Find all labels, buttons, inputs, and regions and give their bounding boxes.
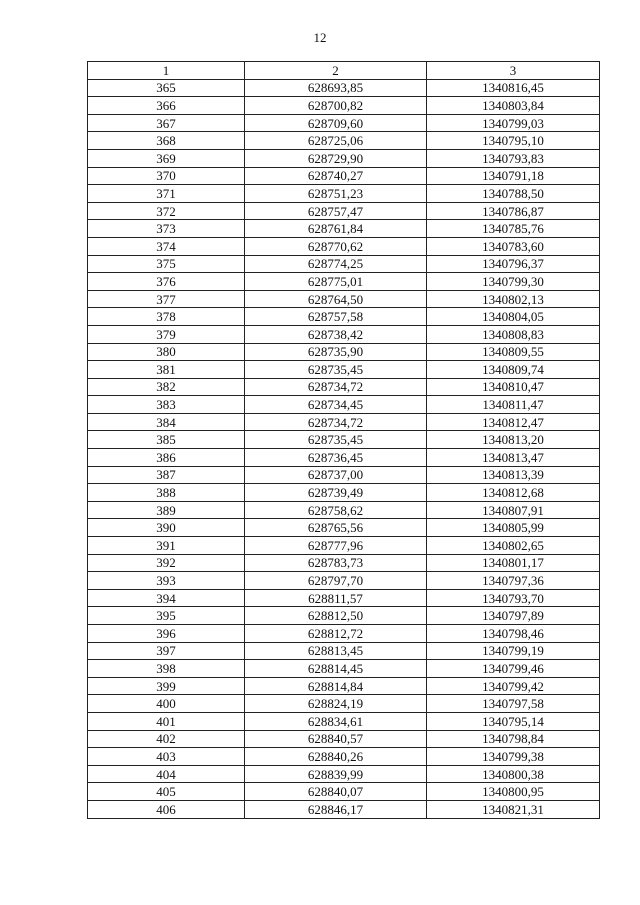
y-coordinate-cell: 1340800,38	[427, 765, 600, 783]
table-row	[88, 431, 600, 449]
table-row	[88, 484, 600, 502]
x-coordinate-cell: 628735,90	[245, 343, 427, 361]
y-coordinate-cell: 1340788,50	[427, 185, 600, 203]
x-coordinate-cell: 628840,57	[245, 730, 427, 748]
column-header-2: 2	[245, 62, 427, 80]
y-coordinate-cell: 1340795,14	[427, 712, 600, 730]
table-row	[88, 396, 600, 414]
y-coordinate-cell: 1340802,65	[427, 537, 600, 555]
x-coordinate-cell: 628709,60	[245, 114, 427, 132]
point-number-cell: 384	[88, 413, 245, 431]
point-number-cell: 373	[88, 220, 245, 238]
table-row	[88, 765, 600, 783]
point-number-cell: 399	[88, 677, 245, 695]
point-number-cell: 375	[88, 255, 245, 273]
table-row	[88, 167, 600, 185]
y-coordinate-cell: 1340797,36	[427, 572, 600, 590]
point-number-cell: 368	[88, 132, 245, 150]
y-coordinate-cell: 1340797,89	[427, 607, 600, 625]
x-coordinate-cell: 628812,50	[245, 607, 427, 625]
y-coordinate-cell: 1340796,37	[427, 255, 600, 273]
x-coordinate-cell: 628814,45	[245, 660, 427, 678]
x-coordinate-cell: 628812,72	[245, 625, 427, 643]
table-body	[88, 79, 600, 818]
x-coordinate-cell: 628840,26	[245, 748, 427, 766]
table-row	[88, 554, 600, 572]
point-number-cell: 377	[88, 290, 245, 308]
x-coordinate-cell: 628757,47	[245, 202, 427, 220]
y-coordinate-cell: 1340808,83	[427, 325, 600, 343]
point-number-cell: 381	[88, 361, 245, 379]
x-coordinate-cell: 628734,45	[245, 396, 427, 414]
y-coordinate-cell: 1340800,95	[427, 783, 600, 801]
y-coordinate-cell: 1340799,46	[427, 660, 600, 678]
point-number-cell: 406	[88, 800, 245, 818]
y-coordinate-cell: 1340809,55	[427, 343, 600, 361]
point-number-cell: 365	[88, 79, 245, 97]
table-row	[88, 748, 600, 766]
table-row	[88, 607, 600, 625]
table-row	[88, 677, 600, 695]
x-coordinate-cell: 628757,58	[245, 308, 427, 326]
y-coordinate-cell: 1340793,83	[427, 149, 600, 167]
point-number-cell: 394	[88, 589, 245, 607]
table-row	[88, 642, 600, 660]
coordinates-table	[87, 61, 600, 819]
table-row	[88, 255, 600, 273]
table-row	[88, 712, 600, 730]
point-number-cell: 397	[88, 642, 245, 660]
y-coordinate-cell: 1340783,60	[427, 237, 600, 255]
x-coordinate-cell: 628770,62	[245, 237, 427, 255]
point-number-cell: 372	[88, 202, 245, 220]
x-coordinate-cell: 628737,00	[245, 466, 427, 484]
table-row	[88, 589, 600, 607]
point-number-cell: 376	[88, 273, 245, 291]
y-coordinate-cell: 1340791,18	[427, 167, 600, 185]
table-row	[88, 800, 600, 818]
point-number-cell: 393	[88, 572, 245, 590]
x-coordinate-cell: 628739,49	[245, 484, 427, 502]
y-coordinate-cell: 1340805,99	[427, 519, 600, 537]
x-coordinate-cell: 628740,27	[245, 167, 427, 185]
x-coordinate-cell: 628774,25	[245, 255, 427, 273]
x-coordinate-cell: 628775,01	[245, 273, 427, 291]
point-number-cell: 403	[88, 748, 245, 766]
point-number-cell: 380	[88, 343, 245, 361]
point-number-cell: 387	[88, 466, 245, 484]
y-coordinate-cell: 1340786,87	[427, 202, 600, 220]
point-number-cell: 386	[88, 449, 245, 467]
x-coordinate-cell: 628693,85	[245, 79, 427, 97]
x-coordinate-cell: 628735,45	[245, 431, 427, 449]
y-coordinate-cell: 1340803,84	[427, 97, 600, 115]
y-coordinate-cell: 1340798,84	[427, 730, 600, 748]
point-number-cell: 367	[88, 114, 245, 132]
y-coordinate-cell: 1340799,19	[427, 642, 600, 660]
table-row	[88, 308, 600, 326]
x-coordinate-cell: 628761,84	[245, 220, 427, 238]
x-coordinate-cell: 628814,84	[245, 677, 427, 695]
y-coordinate-cell: 1340799,42	[427, 677, 600, 695]
x-coordinate-cell: 628777,96	[245, 537, 427, 555]
table-row	[88, 149, 600, 167]
point-number-cell: 388	[88, 484, 245, 502]
table-header-row	[88, 62, 600, 80]
x-coordinate-cell: 628813,45	[245, 642, 427, 660]
table-row	[88, 237, 600, 255]
table-row	[88, 660, 600, 678]
y-coordinate-cell: 1340812,47	[427, 413, 600, 431]
y-coordinate-cell: 1340821,31	[427, 800, 600, 818]
y-coordinate-cell: 1340807,91	[427, 501, 600, 519]
point-number-cell: 370	[88, 167, 245, 185]
table-row	[88, 361, 600, 379]
point-number-cell: 391	[88, 537, 245, 555]
table-row	[88, 537, 600, 555]
table-row	[88, 343, 600, 361]
table-row	[88, 730, 600, 748]
table-row	[88, 220, 600, 238]
y-coordinate-cell: 1340799,38	[427, 748, 600, 766]
table-row	[88, 625, 600, 643]
table-row	[88, 79, 600, 97]
y-coordinate-cell: 1340804,05	[427, 308, 600, 326]
column-header-3: 3	[427, 62, 600, 80]
x-coordinate-cell: 628758,62	[245, 501, 427, 519]
y-coordinate-cell: 1340797,58	[427, 695, 600, 713]
x-coordinate-cell: 628811,57	[245, 589, 427, 607]
point-number-cell: 389	[88, 501, 245, 519]
x-coordinate-cell: 628846,17	[245, 800, 427, 818]
x-coordinate-cell: 628700,82	[245, 97, 427, 115]
x-coordinate-cell: 628725,06	[245, 132, 427, 150]
table-row	[88, 378, 600, 396]
x-coordinate-cell: 628765,56	[245, 519, 427, 537]
point-number-cell: 405	[88, 783, 245, 801]
x-coordinate-cell: 628764,50	[245, 290, 427, 308]
point-number-cell: 401	[88, 712, 245, 730]
x-coordinate-cell: 628738,42	[245, 325, 427, 343]
y-coordinate-cell: 1340813,20	[427, 431, 600, 449]
x-coordinate-cell: 628840,07	[245, 783, 427, 801]
y-coordinate-cell: 1340813,47	[427, 449, 600, 467]
column-header-1: 1	[88, 62, 245, 80]
y-coordinate-cell: 1340811,47	[427, 396, 600, 414]
table-row	[88, 132, 600, 150]
y-coordinate-cell: 1340795,10	[427, 132, 600, 150]
x-coordinate-cell: 628783,73	[245, 554, 427, 572]
x-coordinate-cell: 628734,72	[245, 413, 427, 431]
point-number-cell: 383	[88, 396, 245, 414]
table-row	[88, 325, 600, 343]
point-number-cell: 395	[88, 607, 245, 625]
point-number-cell: 402	[88, 730, 245, 748]
point-number-cell: 390	[88, 519, 245, 537]
table-row	[88, 114, 600, 132]
table-row	[88, 202, 600, 220]
y-coordinate-cell: 1340801,17	[427, 554, 600, 572]
x-coordinate-cell: 628736,45	[245, 449, 427, 467]
table-row	[88, 695, 600, 713]
point-number-cell: 374	[88, 237, 245, 255]
point-number-cell: 379	[88, 325, 245, 343]
table-row	[88, 466, 600, 484]
table-row	[88, 273, 600, 291]
point-number-cell: 385	[88, 431, 245, 449]
point-number-cell: 392	[88, 554, 245, 572]
x-coordinate-cell: 628751,23	[245, 185, 427, 203]
page-number: 12	[313, 30, 327, 45]
y-coordinate-cell: 1340813,39	[427, 466, 600, 484]
point-number-cell: 382	[88, 378, 245, 396]
table-row	[88, 783, 600, 801]
point-number-cell: 371	[88, 185, 245, 203]
point-number-cell: 404	[88, 765, 245, 783]
x-coordinate-cell: 628834,61	[245, 712, 427, 730]
point-number-cell: 369	[88, 149, 245, 167]
point-number-cell: 400	[88, 695, 245, 713]
point-number-cell: 398	[88, 660, 245, 678]
y-coordinate-cell: 1340798,46	[427, 625, 600, 643]
table-row	[88, 572, 600, 590]
y-coordinate-cell: 1340816,45	[427, 79, 600, 97]
table-row	[88, 449, 600, 467]
y-coordinate-cell: 1340809,74	[427, 361, 600, 379]
point-number-cell: 396	[88, 625, 245, 643]
point-number-cell: 378	[88, 308, 245, 326]
x-coordinate-cell: 628824,19	[245, 695, 427, 713]
y-coordinate-cell: 1340793,70	[427, 589, 600, 607]
x-coordinate-cell: 628735,45	[245, 361, 427, 379]
y-coordinate-cell: 1340785,76	[427, 220, 600, 238]
x-coordinate-cell: 628839,99	[245, 765, 427, 783]
point-number-cell: 366	[88, 97, 245, 115]
table-row	[88, 501, 600, 519]
table-row	[88, 519, 600, 537]
x-coordinate-cell: 628729,90	[245, 149, 427, 167]
y-coordinate-cell: 1340810,47	[427, 378, 600, 396]
table-row	[88, 97, 600, 115]
y-coordinate-cell: 1340812,68	[427, 484, 600, 502]
table-row	[88, 185, 600, 203]
y-coordinate-cell: 1340802,13	[427, 290, 600, 308]
y-coordinate-cell: 1340799,30	[427, 273, 600, 291]
y-coordinate-cell: 1340799,03	[427, 114, 600, 132]
x-coordinate-cell: 628797,70	[245, 572, 427, 590]
table-row	[88, 413, 600, 431]
x-coordinate-cell: 628734,72	[245, 378, 427, 396]
table-row	[88, 290, 600, 308]
